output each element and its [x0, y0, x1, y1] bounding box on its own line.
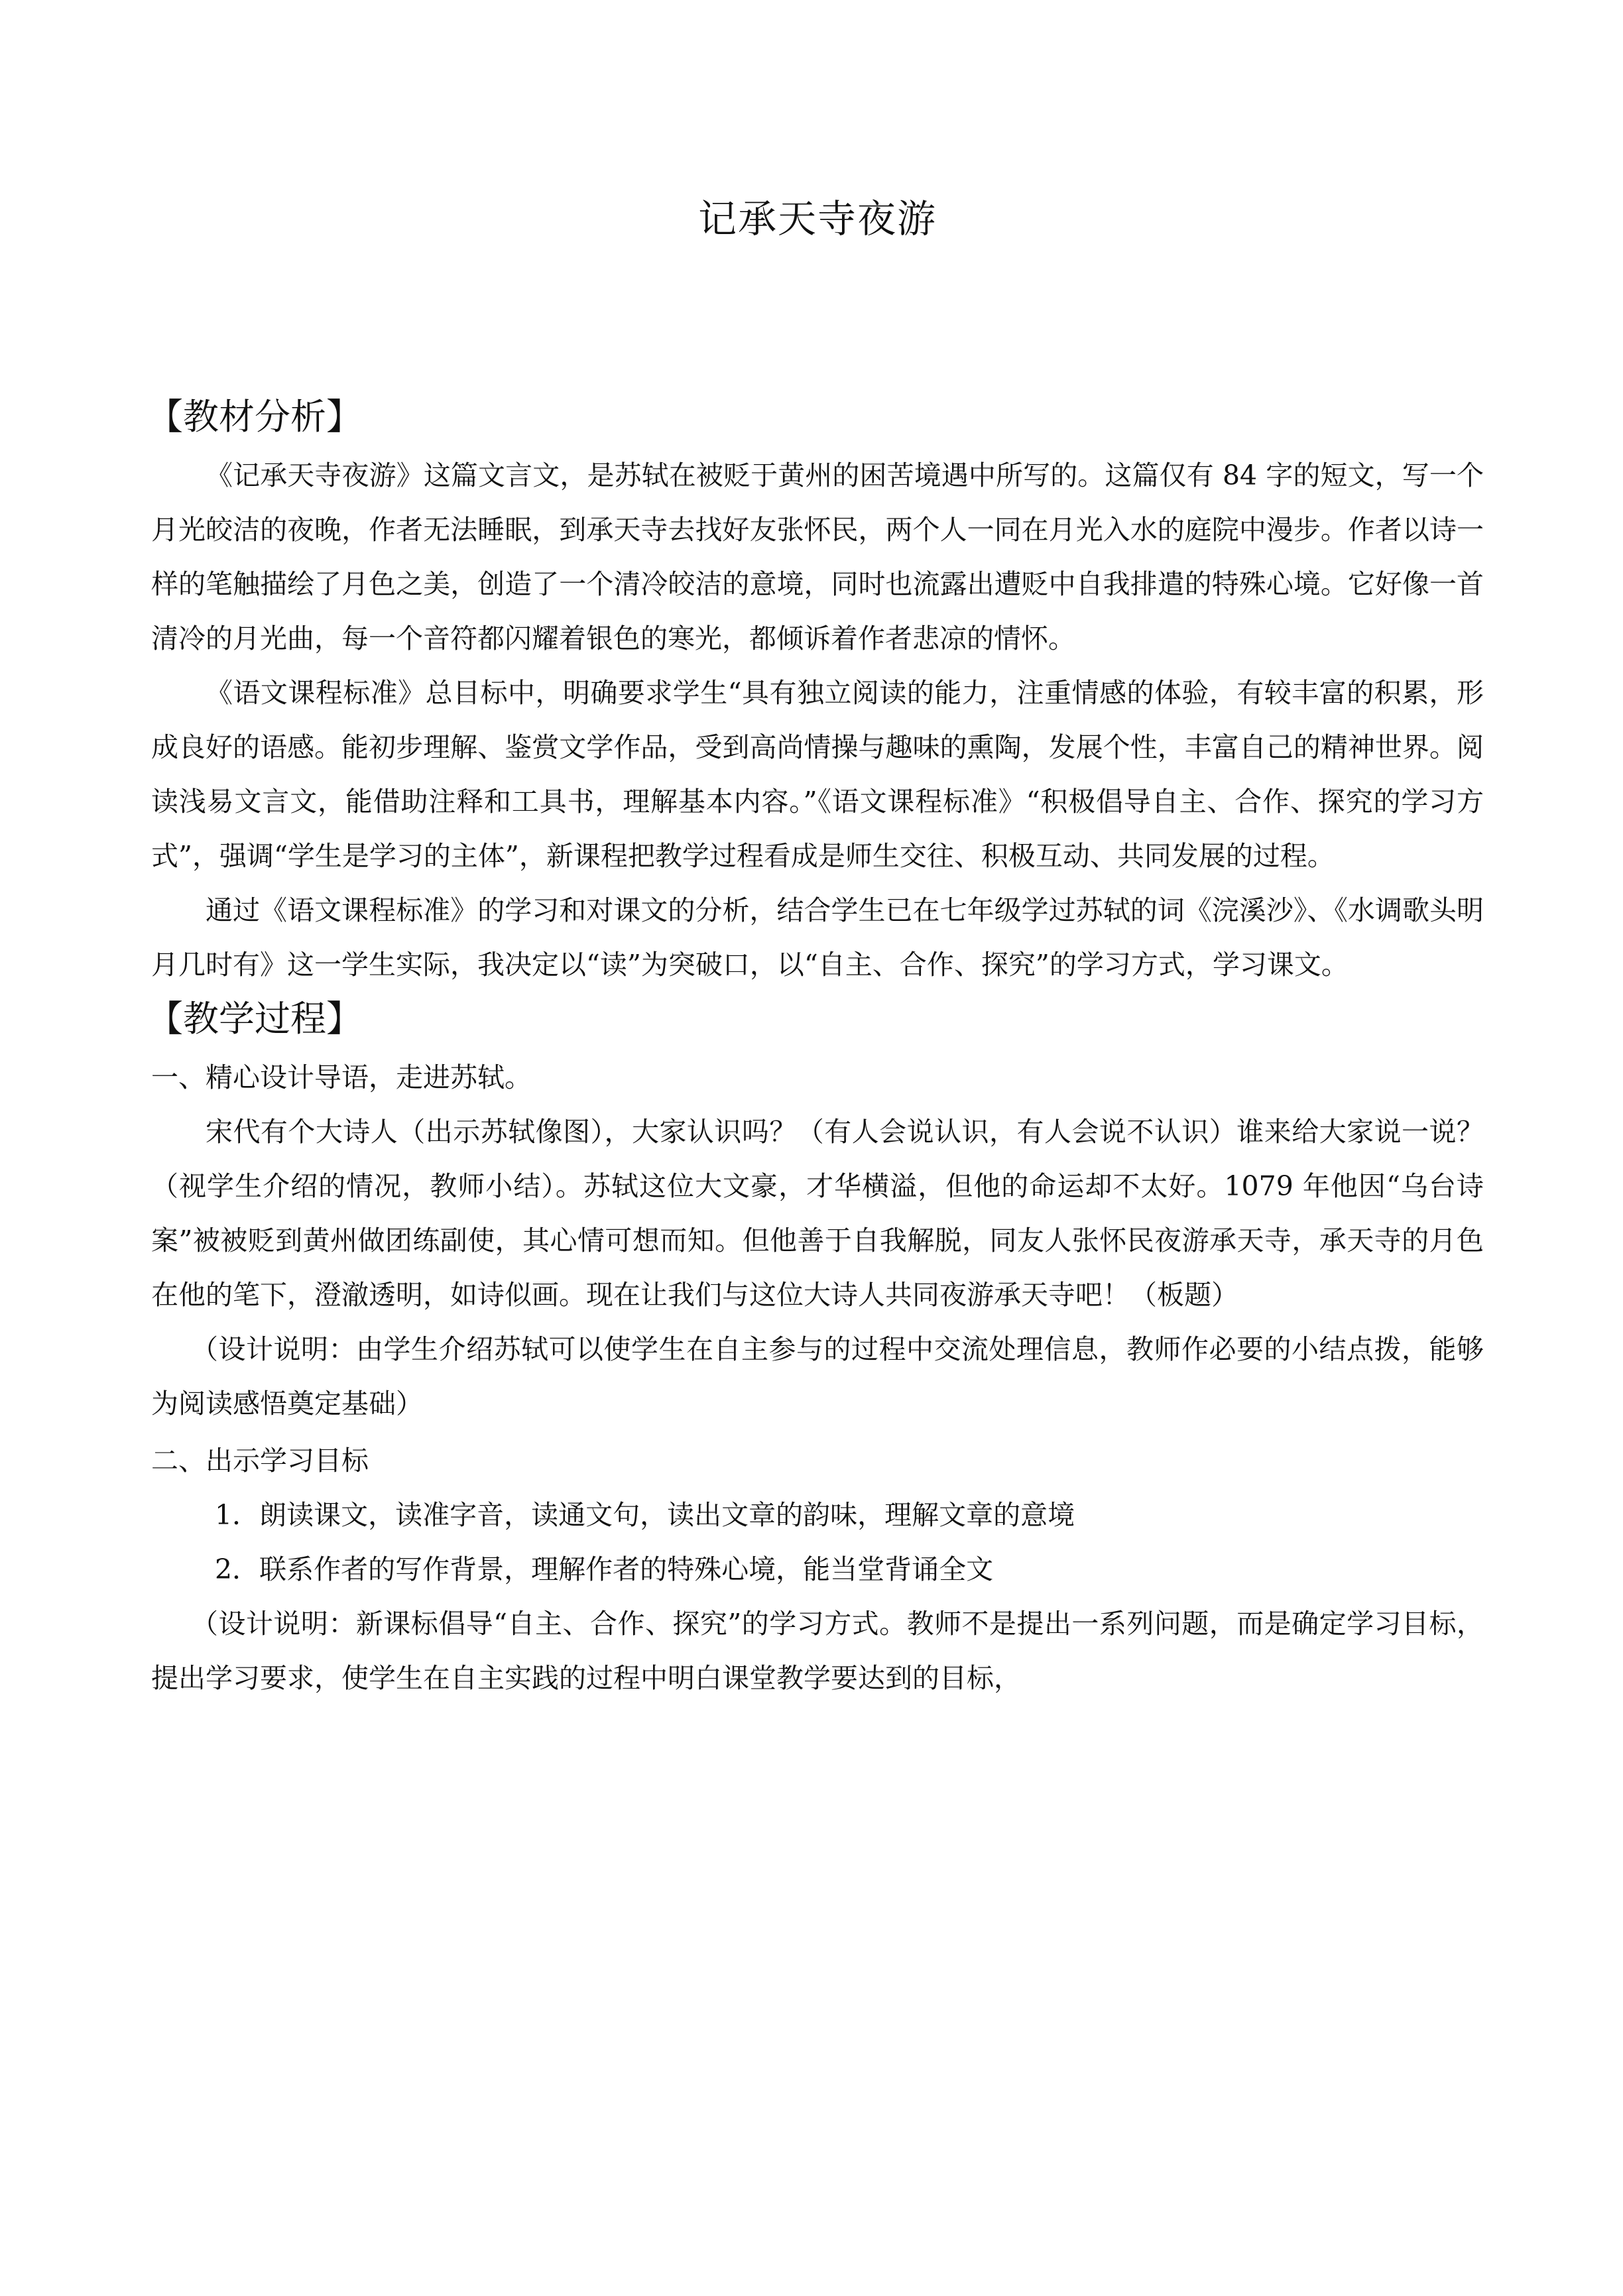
analysis-paragraph-1: 《记承天寺夜游》这篇文言文，是苏轼在被贬于黄州的困苦境遇中所写的。这篇仅有 84 字的短文，写一个月光皎洁的夜晚，作者无法睡眠，到承天寺去找好友张怀民，两个人一同在月光入水的庭院中漫步。作者以诗一样的笔触描绘了月色之美，创造了一个清冷皎洁的意境，同时也流露出遭贬中自我排遣的特殊心境。它好像一首清冷的月光曲，每一个音符都闪耀着银色的寒光，都倾诉着作者悲凉的情怀。 — [151, 459, 1484, 654]
document-page — [147, 192, 1484, 1705]
step-1-paragraph: 宋代有个大诗人（出示苏轼像图），大家认识吗？（有人会说认识，有人会说不认识）谁来给大家说一说？（视学生介绍的情况，教师小结）。苏轼这位大文豪，才华横溢，但他的命运却不太好。1079 年他因“乌台诗案”被被贬到黄州做团练副使，其心情可想而知。但他善于自我解脱，同友人张怀民夜游承天寺，承天寺的月色在他的笔下，澄澈透明，如诗似画。现在让我们与这位大诗人共同夜游承天寺吧！（板题） — [151, 1116, 1484, 1311]
section-heading-textbook-analysis: 【教材分析】 — [147, 396, 362, 438]
step-2-title: 二、出示学习目标 — [151, 1445, 369, 1477]
section-heading-teaching-process: 【教学过程】 — [147, 998, 362, 1040]
step-1-title: 一、精心设计导语，走进苏轼。 — [151, 1061, 532, 1093]
analysis-paragraph-3: 通过《语文课程标准》的学习和对课文的分析，结合学生已在七年级学过苏轼的词《浣溪沙》、《水调歌头明月几时有》这一学生实际，我决定以“读”为突破口，以“自主、合作、探究”的学习方式，学习课文。 — [151, 894, 1484, 981]
learning-goal-2: 2．联系作者的写作背景，理解作者的特殊心境，能当堂背诵全文 — [215, 1553, 994, 1585]
section-textbook-analysis — [147, 390, 1484, 992]
analysis-paragraph-2: 《语文课程标准》总目标中，明确要求学生“具有独立阅读的能力，注重情感的体验，有较丰富的积累，形成良好的语感。能初步理解、鉴赏文学作品，受到高尚情操与趣味的熏陶，发展个性，丰富自己的精神世界。阅读浅易文言文，能借助注释和工具书，理解基本内容。”《语文课程标准》“积极倡导自主、合作、探究的学习方式”，强调“学生是学习的主体”，新课程把教学过程看成是师生交往、积极互动、共同发展的过程。 — [151, 677, 1484, 872]
document-title: 记承天寺夜游 — [697, 196, 937, 241]
section-teaching-process — [147, 992, 1484, 1705]
step-2-design-note: （设计说明：新课标倡导“自主、合作、探究”的学习方式。教师不是提出一系列问题，而是确定学习目标，提出学习要求，使学生在自主实践的过程中明白课堂教学要达到的目标， — [151, 1608, 1484, 1694]
step-1-design-note: （设计说明：由学生介绍苏轼可以使学生在自主参与的过程中交流处理信息，教师作必要的小结点拨，能够为阅读感悟奠定基础） — [151, 1333, 1484, 1420]
learning-goal-1: 1．朗读课文，读准字音，读通文句，读出文章的韵味，理解文章的意境 — [215, 1499, 1075, 1531]
